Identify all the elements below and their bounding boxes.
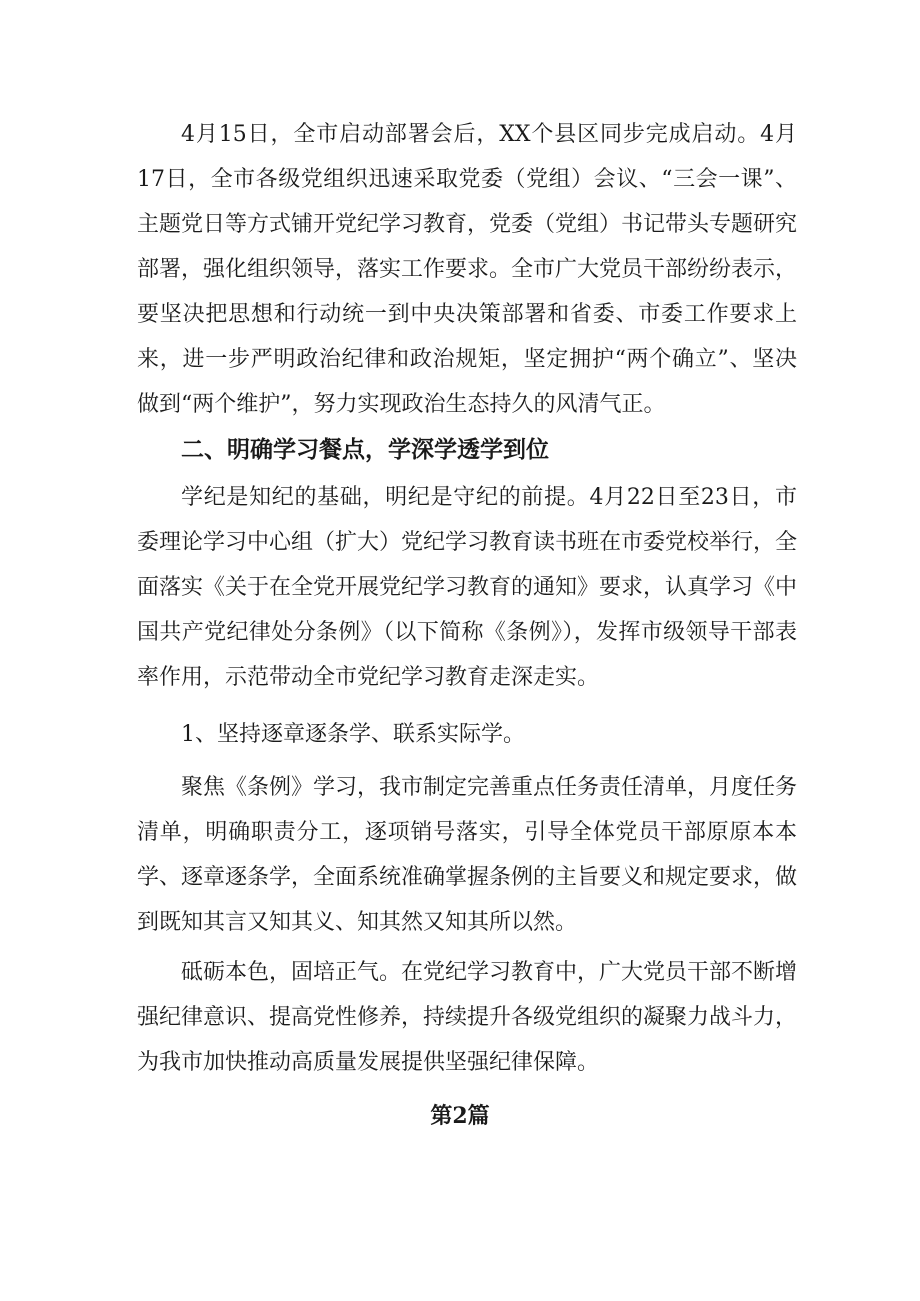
paragraph-task-list: 聚焦《条例》学习，我市制定完善重点任务责任清单，月度任务清单，明确职责分工，逐项销号落实，引导全体党员干部原原本本学、逐章逐条学，全面系统准确掌握条例的主旨要义和规定要求，做到既知其言又知其义、知其然又知其所以然。 [137,775,798,935]
item-heading: 1、坚持逐章逐条学、联系实际学。 [181,722,525,747]
paragraph-launch-deployment: 4月15日，全市启动部署会后，XX个县区同步完成启动。4月17日，全市各级党组织迅速采取党委（党组）会议、“三会一课”、主题党日等方式铺开党纪学习教育，党委（党组）书记带头专题研究部署，强化组织领导，落实工作要求。全市广大党员干部纷纷表示，要坚决把思想和行动统一到中央决策部署和省委、市委工作要求上来，进一步严明政治纪律和政治规矩，坚定拥护“两个确立”、坚决做到“两个维护”，努力实现政治生态持久的风清气正。 [137,122,798,417]
paragraph-discipline: 砥砺本色，固培正气。在党纪学习教育中，广大党员干部不断增强纪律意识、提高党性修养，持续提升各级党组织的凝聚力战斗力，为我市加快推动高质量发展提供坚强纪律保障。 [137,960,798,1075]
section-heading: 二、明确学习餐点，学深学透学到位 [181,437,549,463]
paragraph-study-class: 学纪是知纪的基础，明纪是守纪的前提。4月22日至23日，市委理论学习中心组（扩大）党纪学习教育读书班在市委党校举行，全面落实《关于在全党开展党纪学习教育的通知》要求，认真学习《中国共产党纪律处分条例》（以下简称《条例》），发挥市级领导干部表率作用，示范带动全市党纪学习教育走深走实。 [137,485,798,690]
chapter-title: 第2篇 [430,1103,490,1129]
